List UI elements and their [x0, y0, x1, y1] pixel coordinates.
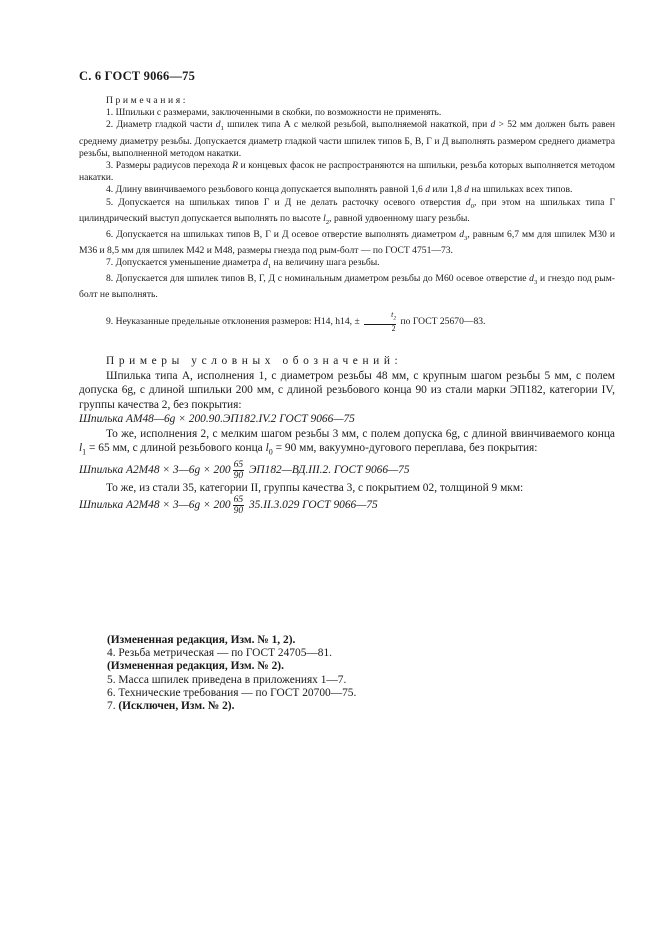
note-4-var-1: d: [425, 184, 431, 196]
note-5-text-c: , равной удвоенному шагу резьбы.: [329, 212, 470, 224]
example-3-formula: [79, 495, 615, 516]
note-5-var-l: l: [323, 212, 326, 224]
example-1-formula: Шпилька АМ48—6g × 200.90.ЭП182.IV.2 ГОСТ 9066—75: [79, 413, 355, 425]
note-9: [79, 311, 615, 333]
note-3: [79, 160, 615, 184]
tolerance-fraction: [364, 311, 396, 333]
notes-heading: Примечания:: [106, 95, 188, 106]
note-8: [79, 273, 615, 301]
tolerance-numerator: [364, 311, 396, 324]
example-2-fraction: [233, 460, 245, 481]
note-3-text-b: и концевых фасок не распространяются на шпильки, резьба которых выполняется методом накатки.: [79, 159, 615, 184]
example-2-formula-a: Шпилька А2М48 × 3—6g × 200: [79, 463, 231, 476]
example-3-fraction: [233, 495, 245, 516]
clause-5: 5. Масса шпилек приведена в приложениях 1—7.: [107, 673, 347, 686]
note-7-text-a: 7. Допускается уменьшение диаметра: [106, 257, 263, 269]
revision-note-1: (Измененная редакция, Изм. № 1, 2).: [107, 634, 296, 646]
tolerance-denominator: 2: [391, 323, 396, 333]
example-2-text-b: = 65 мм, с длиной резьбового конца: [86, 442, 266, 454]
note-6-text-a: 6. Допускается на шпильках типов В, Г и Д осевое отверстие выполнять диаметром: [106, 228, 460, 240]
note-5-text-b: , при этом на шпильках типа Г цилиндрический выступ допускается выполнять по высоте: [79, 196, 615, 224]
note-5: [79, 197, 615, 229]
example-2-var-l1: l: [79, 442, 83, 454]
example-3-formula-b: 35.II.3.029 ГОСТ 9066—75: [246, 499, 378, 512]
example-2-frac-num: 65: [233, 459, 244, 470]
note-6-text-b: , равным 6,7 мм для шпилек М30 и М36 и 8,5 мм для шпилек М42 и М48, размеры гнезда под рым-болт — по ГОСТ 4751—73.: [79, 228, 615, 256]
example-2-frac-den: 90: [233, 470, 244, 481]
example-2-var-l0: l: [265, 442, 269, 454]
note-6-sub: 3: [464, 234, 468, 242]
page-header: С. 6 ГОСТ 9066—75: [79, 69, 196, 83]
note-8-text-a: 8. Допускается для шпилек типов В, Г, Д с номинальным диаметром резьбы до М60 осевое отверстие: [106, 273, 530, 285]
note-2: [79, 119, 615, 160]
example-3-frac-num: 65: [233, 495, 244, 506]
revision-note-2: (Измененная редакция, Изм. № 2).: [107, 660, 284, 673]
note-3-var: R: [232, 159, 238, 171]
clause-6: 6. Технические требования — по ГОСТ 20700—75.: [107, 686, 357, 699]
example-3-formula-a: Шпилька А2М48 × 3—6g × 200: [79, 499, 231, 512]
note-7-text-b: на величину шага резьбы.: [271, 257, 380, 269]
example-2-sub-0: 0: [268, 447, 273, 457]
note-9-text-a: 9. Неуказанные предельные отклонения размеров: Н14, h14, ±: [106, 316, 363, 328]
note-4-var-2: d: [464, 184, 470, 196]
example-2-formula-b: ЭП182—ВД.III.2. ГОСТ 9066—75: [246, 463, 410, 476]
example-2-formula: [79, 460, 615, 481]
example-2-text: [79, 427, 615, 460]
note-5-sub: 0: [470, 202, 474, 210]
note-2-var-d: d: [490, 119, 496, 131]
examples-section: [79, 354, 615, 516]
note-2-var: d: [215, 119, 221, 131]
example-2-text-a: То же, исполнения 2, с мелким шагом резьбы 3 мм, с полем допуска 6g, с длиной ввинчиваемого конца: [106, 427, 615, 440]
example-1-text: Шпилька типа А, исполнения 1, с диаметром резьбы 48 мм, с крупным шагом резьбы 5 мм, с полем допуска 6g, с длиной шпильки 200 мм, с длиной резьбового конца 90 из стали марки ЭП182, категории IV, группы качества 2, без покрытия:: [79, 369, 615, 411]
note-6-var: d: [459, 228, 465, 240]
note-4-text-b: или 1,8: [430, 184, 465, 196]
examples-heading: Примеры условных обозначений:: [106, 355, 403, 367]
example-2-text-c: = 90 мм, вакуумно-дугового переплава, без покрытия:: [272, 442, 538, 454]
clause-7: [107, 700, 607, 713]
note-1: 1. Шпильки с размерами, заключенными в скобки, по возможности не применять.: [106, 107, 442, 119]
note-2-text-c: > 52 мм должен быть равен среднему диаметру резьбы. Допускается диаметр гладкой части шпилек типов Б, В, Г и Д выполнять размером среднего диаметра резьбы, выполненной методом накатки.: [79, 119, 616, 159]
note-5-sub-2: 2: [325, 218, 330, 226]
note-7-sub: 1: [267, 262, 272, 270]
note-7: [79, 257, 615, 273]
note-9-text-b: по ГОСТ 25670—83.: [398, 316, 486, 328]
tolerance-num-sub: 2: [393, 316, 397, 323]
tail-section: [107, 634, 607, 713]
note-5-text-a: 5. Допускается на шпильках типов Г и Д не делать расточку осевого отверстия: [106, 196, 466, 208]
note-4-text-a: 4. Длину ввинчиваемого резьбового конца допускается выполнять равной 1,6: [106, 184, 426, 196]
note-5-var: d: [465, 196, 471, 208]
note-8-text-b: и гнездо под рым-болт не выполнять.: [79, 273, 615, 301]
note-2-text-a: 2. Диаметр гладкой части: [106, 119, 216, 131]
example-3-frac-den: 90: [233, 506, 244, 517]
note-4-text-c: на шпильках всех типов.: [469, 184, 573, 196]
note-8-var: d: [529, 273, 534, 285]
clause-7-number: 7.: [107, 700, 119, 713]
note-4: [79, 184, 615, 196]
example-3-text: То же, из стали 35, категории II, группы качества 3, с покрытием 02, толщиной 9 мкм:: [106, 481, 524, 494]
note-8-sub: 3: [533, 279, 538, 287]
note-2-sub: 1: [220, 125, 224, 133]
note-6: [79, 229, 615, 257]
notes-section: [79, 95, 615, 333]
clause-7-excluded: (Исключен, Изм. № 2).: [118, 700, 235, 713]
note-3-text-a: 3. Размеры радиусов перехода: [106, 159, 233, 171]
note-7-var: d: [262, 257, 268, 269]
clause-4: 4. Резьба метрическая — по ГОСТ 24705—81.: [107, 647, 333, 660]
tolerance-num-var: t: [391, 310, 394, 320]
note-2-text-b: шпилек типа А с мелкой резьбой, выполняемой накаткой, при: [223, 119, 491, 131]
example-2-sub-1: 1: [82, 447, 87, 457]
